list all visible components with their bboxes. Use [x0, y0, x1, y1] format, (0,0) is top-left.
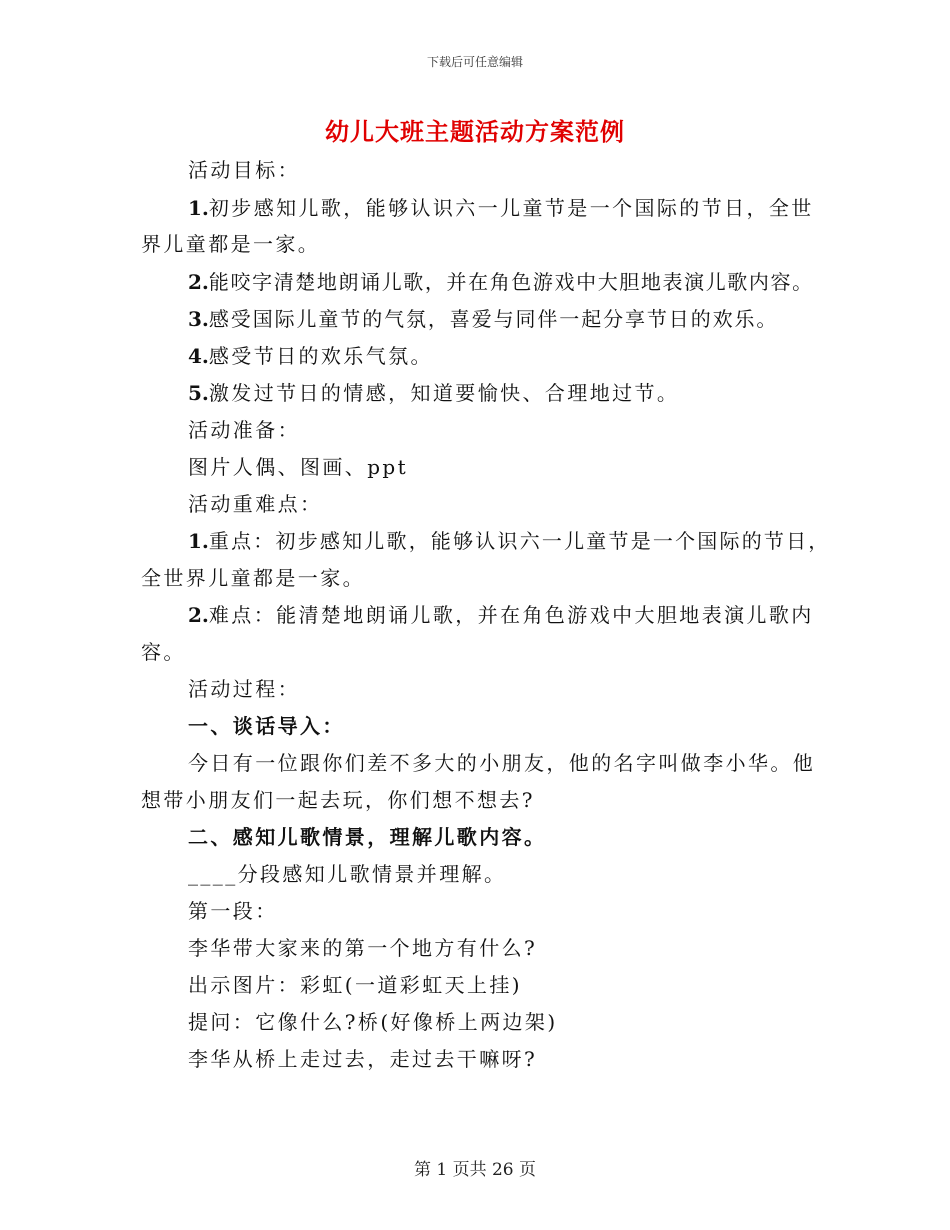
paragraph-line: ____分段感知儿歌情景并理解。 [188, 862, 507, 886]
goal-item-2: 2.能咬字清楚地朗诵儿歌，并在角色游戏中大胆地表演儿歌内容。 [188, 270, 814, 294]
section-label-process: 活动过程： [188, 677, 300, 701]
page-header: 下载后可任意编辑 [426, 55, 523, 69]
section-label-preparation: 活动准备： [188, 418, 300, 442]
paragraph-line: 李华从桥上走过去，走过去干嘛呀? [188, 1047, 538, 1071]
paragraph-line: 李华带大家来的第一个地方有什么? [188, 936, 538, 960]
section-label-goals: 活动目标： [188, 158, 300, 182]
step-heading-1: 一、谈话导入： [188, 714, 345, 738]
section-label-key-points: 活动重难点： [188, 492, 323, 516]
paragraph-line: 提问：它像什么?桥(好像桥上两边架) [188, 1010, 558, 1034]
paragraph-line: 出示图片：彩虹(一道彩虹天上挂) [188, 973, 523, 997]
goal-item-5: 5.激发过节日的情感，知道要愉快、合理地过节。 [188, 381, 680, 405]
goal-item-1: 1.初步感知儿歌，能够认识六一儿童节是一个国际的节日，全世 [188, 196, 814, 220]
preparation-items: 图片人偶、图画、ppt [188, 455, 409, 479]
step-heading-2: 二、感知儿歌情景，理解儿歌内容。 [188, 825, 547, 849]
paragraph-line: 第一段： [188, 899, 278, 923]
page-footer: 第 1 页共 26 页 [413, 1160, 537, 1180]
key-point-1-cont: 全世界儿童都是一家。 [141, 566, 365, 590]
goal-item-4: 4.感受节日的欢乐气氛。 [188, 344, 433, 368]
goal-item-1-cont: 界儿童都是一家。 [141, 232, 321, 256]
key-point-2-cont: 容。 [141, 640, 186, 664]
document-title: 幼儿大班主题活动方案范例 [325, 117, 625, 146]
key-point-2: 2.难点：能清楚地朗诵儿歌，并在角色游戏中大胆地表演儿歌内 [188, 603, 814, 627]
paragraph-line: 想带小朋友们一起去玩，你们想不想去? [141, 788, 535, 812]
key-point-1: 1.重点：初步感知儿歌，能够认识六一儿童节是一个国际的节日， [188, 529, 831, 553]
paragraph-line: 今日有一位跟你们差不多大的小朋友，他的名字叫做李小华。他 [188, 751, 816, 775]
goal-item-3: 3.感受国际儿童节的气氛，喜爱与同伴一起分享节日的欢乐。 [188, 307, 779, 331]
